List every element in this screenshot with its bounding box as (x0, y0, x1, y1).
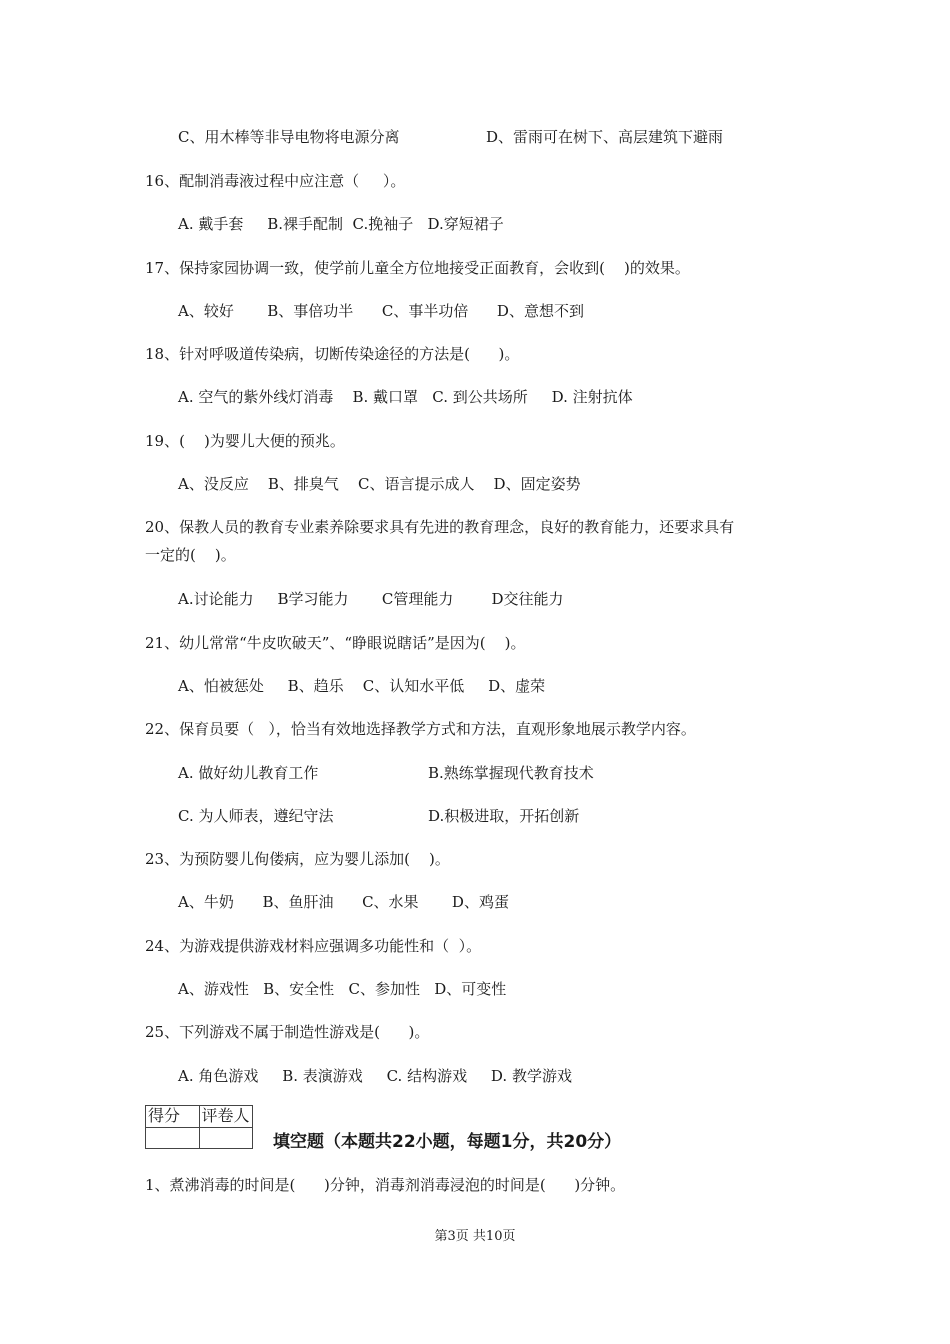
question-24: 24、为游戏提供游戏材料应强调多功能性和（ ）。 (145, 937, 482, 955)
fill-question-1: 1、煮沸消毒的时间是( )分钟，消毒剂消毒浸泡的时间是( )分钟。 (145, 1176, 626, 1194)
question-23-options: A、牛奶 B、鱼肝油 C、水果 D、鸡蛋 (178, 893, 509, 911)
q15-option-c: C、用木棒等非导电物将电源分离 (178, 128, 400, 146)
question-22: 22、保育员要（ ），恰当有效地选择教学方式和方法，直观形象地展示教学内容。 (145, 720, 696, 738)
question-22-option-c: C. 为人师表，遵纪守法 (178, 807, 334, 825)
question-22-option-b: B.熟练掌握现代教育技术 (428, 764, 594, 782)
question-18-options: A. 空气的紫外线灯消毒 B. 戴口罩 C. 到公共场所 D. 注射抗体 (178, 388, 633, 406)
question-23: 23、为预防婴儿佝偻病，应为婴儿添加( )。 (145, 850, 450, 868)
question-22-option-a: A. 做好幼儿教育工作 (178, 764, 319, 782)
question-25: 25、下列游戏不属于制造性游戏是( )。 (145, 1023, 430, 1041)
question-20-line-2: 一定的( )。 (145, 546, 236, 564)
score-box (145, 1105, 253, 1149)
question-16: 16、配制消毒液过程中应注意（ ）。 (145, 172, 406, 190)
q15-option-d: D、雷雨可在树下、高层建筑下避雨 (486, 128, 724, 146)
question-21: 21、幼儿常常“牛皮吹破天”、“睁眼说瞎话”是因为( )。 (145, 634, 526, 652)
page-footer: 第3页 共10页 (434, 1229, 516, 1244)
question-19: 19、( )为婴儿大便的预兆。 (145, 432, 345, 450)
question-17-options: A、较好 B、事倍功半 C、事半功倍 D、意想不到 (178, 302, 584, 320)
section-title: 填空题（本题共22小题，每题1分，共20分） (273, 1132, 622, 1152)
question-20-options: A.讨论能力 B学习能力 C管理能力 D交往能力 (178, 590, 564, 608)
question-22-option-d: D.积极进取，开拓创新 (428, 807, 580, 825)
score-label: 得分 (146, 1106, 200, 1128)
question-17: 17、保持家园协调一致，使学前儿童全方位地接受正面教育，会收到( )的效果。 (145, 259, 690, 277)
reviewer-label: 评卷人 (199, 1106, 253, 1128)
question-16-options: A. 戴手套 B.裸手配制 C.挽袖子 D.穿短裙子 (178, 215, 504, 233)
question-20-line-1: 20、保教人员的教育专业素养除要求具有先进的教育理念，良好的教育能力，还要求具有 (145, 518, 735, 536)
question-21-options: A、怕被惩处 B、趋乐 C、认知水平低 D、虚荣 (178, 677, 546, 695)
question-19-options: A、没反应 B、排臭气 C、语言提示成人 D、固定姿势 (178, 475, 581, 493)
question-18: 18、针对呼吸道传染病，切断传染途径的方法是( )。 (145, 345, 520, 363)
question-24-options: A、游戏性 B、安全性 C、参加性 D、可变性 (178, 980, 507, 998)
score-cell (146, 1127, 200, 1149)
question-25-options: A. 角色游戏 B. 表演游戏 C. 结构游戏 D. 教学游戏 (178, 1067, 572, 1085)
reviewer-cell (199, 1127, 253, 1149)
